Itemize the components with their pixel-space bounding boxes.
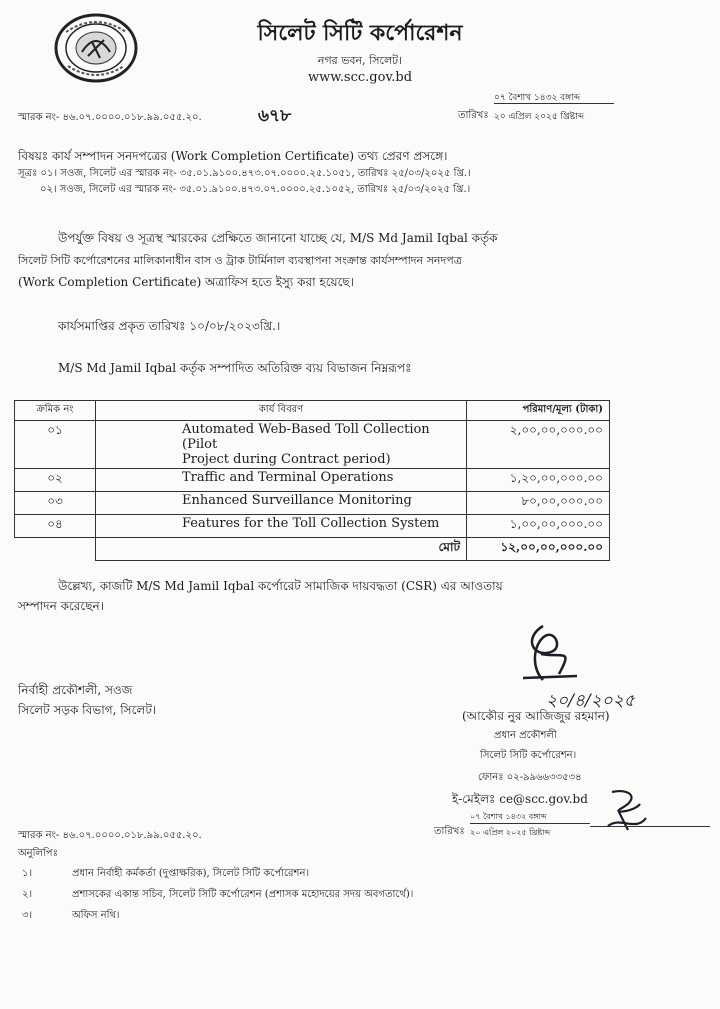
date-divider (494, 103, 614, 104)
csr-line-1: উল্লেখ্য, কাজটি M/S Md Jamil Iqbal কর্পোরেট সামাজিক দায়বদ্ধতা (CSR) এর আওতায় (58, 579, 503, 593)
row-description (96, 515, 467, 538)
memo-date-bangla: ০৭ বৈশাখ ১৪৩২ বঙ্গাব্দ (494, 93, 581, 103)
memo-date-english: ২০ এপ্রিল ২০২৫ খ্রিষ্টাব্দ (494, 112, 585, 122)
row-description-line-1: Features for the Toll Collection System (182, 516, 440, 531)
row-amount: ৮০,০০,০০০.০০ (467, 492, 610, 515)
row-description-line-1: Traffic and Terminal Operations (182, 470, 394, 485)
row-amount: ১,০০,০০,০০০.০০ (467, 515, 610, 538)
table-row (15, 492, 610, 515)
recipient-line-2: সিলেট সড়ক বিভাগ, সিলেট। (18, 703, 157, 717)
table-row (15, 515, 610, 538)
row-description (96, 492, 467, 515)
row-description-line-1: Automated Web-Based Toll Collection (Pilot (182, 422, 430, 452)
signatory-email: ই-মেইলঃ ce@scc.gov.bd (452, 792, 588, 806)
copy-date-bangla: ০৭ বৈশাখ ১৪৩২ বঙ্গাব্দ (470, 812, 547, 821)
column-header-amount: পরিমাণ/মূল্য (টাকা) (467, 401, 610, 421)
organization-address: নগর ভবন, সিলেট। (317, 54, 403, 67)
reference-1: সূত্রঃ ০১। সওজ, সিলেট এর স্মারক নং- ৩৫.০১.৯১০০.৪৭৩.০৭.০০০০.২৫.১০৫১, তারিখঃ ২৫/০৩/২০২৫ খ্রি.। (18, 168, 471, 179)
copy-item-text: প্রশাসকের একান্ত সচিব, সিলেট সিটি কর্পোরেশন (প্রশাসক মহোদয়ের সদয় অবগতার্থে)। (72, 889, 414, 900)
body-paragraph-line-2: সিলেট সিটি কর্পোরেশনের মালিকানাধীন বাস ও ট্রাক টার্মিনাল ব্যবস্থাপনা সংক্রান্ত কার্যসম্পাদন সনদপত্র (18, 254, 462, 267)
row-serial: ০৪ (15, 515, 96, 538)
row-description (96, 421, 467, 469)
organization-name: সিলেট সিটি কর্পোরেশন (257, 20, 463, 46)
table-total-row (15, 538, 610, 561)
total-label: মোট (96, 538, 467, 561)
copy-date-divider (470, 823, 590, 824)
row-description-line-2: Project during Contract period) (182, 452, 391, 467)
total-value: ১২,০০,০০,০০০.০০ (467, 538, 610, 561)
signatory-organization: সিলেট সিটি কর্পোরেশন। (480, 750, 577, 761)
row-amount: ২,০০,০০,০০০.০০ (467, 421, 610, 469)
subject-line: বিষয়ঃ কার্য সম্পাদন সনদপত্রের (Work Completion Certificate) তথ্য প্রেরণ প্রসঙ্গে। (18, 149, 448, 163)
table-intro: M/S Md Jamil Iqbal কর্তৃক সম্পাদিত অতিরিক্ত ব্যয় বিভাজন নিম্নরূপঃ (58, 361, 412, 375)
signatory-title: প্রধান প্রকৌশলী (494, 730, 557, 741)
table-header-row (15, 401, 610, 421)
copy-item-text: অফিস নথি। (72, 910, 120, 921)
signatory-phone: ফোনঃ ০২-৯৯৬৬৩৩৫৩৪ (478, 772, 582, 783)
copy-date-label: তারিখঃ (434, 826, 465, 837)
memo-hand-number: ৬৭৮ (258, 106, 292, 126)
total-empty-cell (15, 538, 96, 561)
copy-date-english: ২০ এপ্রিল ২০২৫ খ্রিষ্টাব্দ (470, 828, 551, 837)
copy-item-number: ২। (22, 889, 33, 900)
copy-item-number: ১। (22, 868, 33, 879)
signature-icon (503, 618, 593, 688)
reference-2: ০২। সওজ, সিলেট এর স্মারক নং- ৩৫.০১.৯১০০.৪৭৩.০৭.০০০০.২৫.১০৫২, তারিখঃ ২৫/০৩/২০২৫ খ্রি.। (40, 184, 471, 195)
body-paragraph-line-1: উপর্যুক্ত বিষয় ও সূত্রস্থ স্মারকের প্রেক্ষিতে জানানো যাচ্ছে যে, M/S Md Jamil Iqbal কর্তৃক (58, 231, 498, 245)
row-description-line-1: Enhanced Surveillance Monitoring (182, 493, 412, 508)
copy-item-number: ৩। (22, 910, 33, 921)
copy-heading: অনুলিপিঃ (18, 848, 58, 859)
signature-handwritten-date: ২০/৪/২০২৫ (546, 691, 635, 711)
copy-memo-number: স্মারক নং- ৪৬.০৭.০০০০.০১৮.৯৯.০৫৫.২০. (18, 830, 202, 841)
memo-date-label: তারিখঃ (458, 110, 489, 121)
organization-website: www.scc.gov.bd (307, 70, 413, 85)
row-serial: ০৩ (15, 492, 96, 515)
table-row (15, 421, 610, 469)
column-header-serial: ক্রমিক নং (15, 401, 96, 421)
csr-line-2: সম্পাদন করেছেন। (18, 599, 104, 613)
copy-date-tail-line (590, 826, 710, 827)
completion-date: কার্যসমাপ্তির প্রকৃত তারিখঃ ১০/০৮/২০২৩খ্রি.। (58, 319, 281, 333)
table-row (15, 469, 610, 492)
body-paragraph-line-3: (Work Completion Certificate) অত্রাফিস হতে ইস্যু করা হয়েছে। (18, 275, 354, 289)
recipient-line-1: নির্বাহী প্রকৌশলী, সওজ (18, 683, 133, 697)
copy-item-text: প্রধান নির্বাহী কর্মকর্তা (দুপ্তাক্ষরিক), সিলেট সিটি কর্পোরেশন। (72, 868, 310, 879)
row-serial: ০২ (15, 469, 96, 492)
memo-number: স্মারক নং- ৪৬.০৭.০০০০.০১৮.৯৯.০৫৫.২০. (18, 112, 202, 123)
column-header-description: কার্য বিবরণ (96, 401, 467, 421)
row-description (96, 469, 467, 492)
row-serial: ০১ (15, 421, 96, 469)
signatory-name: (আকৌর নুর আজিজুর রহমান) (462, 709, 610, 723)
row-amount: ১,২০,০০,০০০.০০ (467, 469, 610, 492)
expense-table (14, 400, 610, 561)
